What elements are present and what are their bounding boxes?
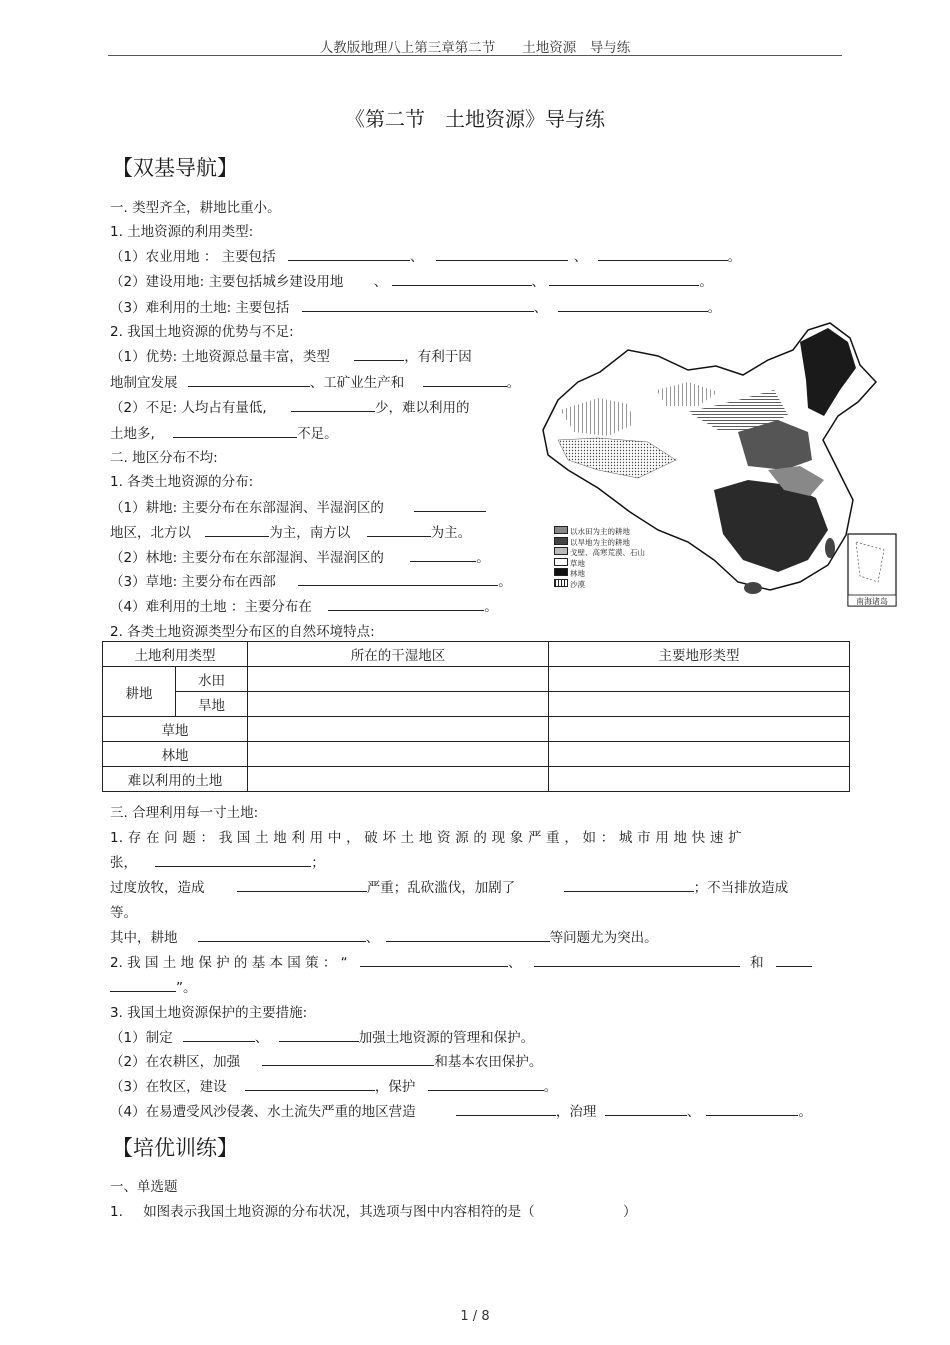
m4-line <box>110 1100 812 1120</box>
legend-item: 以旱地为主的耕地 <box>554 537 645 548</box>
table-row <box>103 717 850 742</box>
question-text: 如图表示我国土地资源的分布状况，其选项与图中内容相符的是（ <box>143 1204 535 1220</box>
blank[interactable] <box>386 927 550 942</box>
text: ；不当排放造成 <box>693 880 789 896</box>
text: 严重；乱砍滥伐，加剧了 <box>366 880 516 896</box>
q2b-text2: 少，难以利用的 <box>375 400 470 416</box>
q3d-line <box>110 595 498 615</box>
s3-line4: 等。 <box>110 905 137 921</box>
punct: 、 <box>254 1030 269 1046</box>
page-title: 《第二节 土地资源》导与练 <box>345 107 605 131</box>
q3b-text: （2）林地: 主要分布在东部湿润、半湿润区的 <box>110 550 384 566</box>
q2: 2. 我国土地资源的优势与不足: <box>110 324 294 340</box>
q2b-line2 <box>110 422 338 442</box>
answer-cell[interactable] <box>549 667 850 692</box>
q1b-line <box>110 270 713 290</box>
blank[interactable] <box>436 246 568 261</box>
q4: 2. 各类土地资源类型分布区的自然环境特点: <box>110 624 375 640</box>
q3a-text3: 为主，南方以 <box>269 525 351 541</box>
table-header: 所在的干湿地区 <box>248 642 549 667</box>
blank[interactable] <box>456 1101 556 1116</box>
q2a-text3: 地制宜发展 <box>110 375 178 391</box>
header-rule <box>108 55 842 56</box>
punct: 。 <box>699 274 713 290</box>
blank[interactable] <box>205 522 269 537</box>
punct: 。 <box>506 375 521 391</box>
q2a-text2: ，有利于因 <box>404 349 472 365</box>
q3d-text: （4）难利用的土地 ：主要分布在 <box>110 599 312 615</box>
table-cell: 难以利用的土地 <box>103 767 248 792</box>
m3-line <box>110 1075 557 1095</box>
blank[interactable] <box>298 571 498 586</box>
blank[interactable] <box>328 596 484 611</box>
blank[interactable] <box>354 346 404 361</box>
q3b-line <box>110 546 490 566</box>
legend-item: 戈壁、高寒荒漠、石山 <box>554 547 645 558</box>
blank[interactable] <box>534 952 740 967</box>
q1: 1. 土地资源的利用类型: <box>110 224 254 240</box>
heading-3: 三. 合理利用每一寸土地: <box>110 805 259 821</box>
blank[interactable] <box>188 372 310 387</box>
blank[interactable] <box>549 271 699 286</box>
blank[interactable] <box>288 246 410 261</box>
blank[interactable] <box>410 547 476 562</box>
text: （1）制定 <box>110 1030 173 1046</box>
punct: 、 <box>573 249 588 265</box>
q1a-line <box>110 245 741 265</box>
text: ； <box>311 855 325 871</box>
answer-cell[interactable] <box>248 767 549 792</box>
q2b-text: （2）不足: 人均占有量低, <box>110 400 267 416</box>
q2b-text4: 不足。 <box>297 426 338 442</box>
land-type-table <box>102 641 850 792</box>
punct: 。 <box>498 574 512 590</box>
q2b-line <box>110 396 470 416</box>
legend-item: 林地 <box>554 568 645 579</box>
q1c-line <box>110 296 721 316</box>
q3a-text: （1）耕地: 主要分布在东部湿润、半湿润区的 <box>110 500 384 516</box>
text: ，保护 <box>374 1079 416 1095</box>
question-number: 1. <box>110 1204 123 1220</box>
text: ”。 <box>176 980 197 996</box>
text: 其中，耕地 <box>110 930 178 946</box>
legend-item: 沙漠 <box>554 579 645 590</box>
blank[interactable] <box>279 1027 359 1042</box>
text: ，治理 <box>555 1104 597 1120</box>
heading-1: 一. 类型齐全，耕地比重小。 <box>110 200 281 216</box>
text: （4）在易遭受风沙侵袭、水土流失严重的地区营造 <box>110 1104 416 1120</box>
blank[interactable] <box>110 977 176 992</box>
text: 张， <box>110 855 137 871</box>
blank[interactable] <box>183 1027 255 1042</box>
blank[interactable] <box>428 1076 544 1091</box>
text: 和 <box>750 955 764 971</box>
punct: 。 <box>476 550 490 566</box>
table-header: 主要地形类型 <box>549 642 850 667</box>
q3a-line2 <box>110 521 471 541</box>
blank[interactable] <box>198 927 366 942</box>
q3: 1. 各类土地资源的分布: <box>110 474 254 490</box>
q2a-line <box>110 345 472 365</box>
text: （2）在农耕区，加强 <box>110 1054 241 1070</box>
m2-line <box>110 1050 542 1070</box>
s3-line2 <box>110 851 325 871</box>
running-header: 人教版地理八上第三章第二节 土地资源 导与练 <box>319 40 631 56</box>
table-row <box>103 767 850 792</box>
punct: 、 <box>365 930 380 946</box>
s3-line5 <box>110 926 658 946</box>
blank[interactable] <box>173 423 297 438</box>
blank[interactable] <box>245 1076 375 1091</box>
s3-line8: 3. 我国土地资源保护的主要措施: <box>110 1005 308 1021</box>
punct: 、 <box>409 249 424 265</box>
page-number: 1 / 8 <box>460 1309 490 1324</box>
q2b-text3: 土地多, <box>110 426 155 442</box>
section-heading-basics: 【双基导航】 <box>112 156 238 180</box>
answer-cell[interactable] <box>549 717 850 742</box>
text: ） <box>622 1204 637 1220</box>
blank[interactable] <box>291 397 375 412</box>
q2a-text4: 、工矿业生产和 <box>309 375 405 391</box>
q1a-text: （1）农业用地 ： 主要包括 <box>110 249 276 265</box>
answer-cell[interactable] <box>248 742 549 767</box>
m1-line <box>110 1026 534 1046</box>
q3c-line <box>110 570 512 590</box>
s3-line6 <box>110 951 812 971</box>
q3c-text: （3）草地: 主要分布在西部 <box>110 574 276 590</box>
punct: 、 <box>686 1104 701 1120</box>
blank[interactable] <box>706 1101 798 1116</box>
blank[interactable] <box>776 952 812 967</box>
blank[interactable] <box>155 852 311 867</box>
table-row <box>103 667 850 692</box>
blank[interactable] <box>598 246 728 261</box>
table-cell: 耕地 <box>103 667 176 717</box>
punct: 。 <box>543 1079 558 1095</box>
punct: 。 <box>727 249 742 265</box>
answer-cell[interactable] <box>248 717 549 742</box>
punct: 。 <box>707 300 722 316</box>
q2a-line2 <box>110 371 520 391</box>
table-header-row <box>103 642 850 667</box>
q2a-text: （1）优势: 土地资源总量丰富，类型 <box>110 349 330 365</box>
answer-cell[interactable] <box>549 767 850 792</box>
map-legend <box>554 526 645 590</box>
answer-cell[interactable] <box>549 742 850 767</box>
punct: 。 <box>798 1104 812 1120</box>
blank[interactable] <box>360 952 508 967</box>
blank[interactable] <box>302 297 534 312</box>
text: 和基本农田保护。 <box>434 1054 543 1070</box>
blank[interactable] <box>423 372 507 387</box>
punct: 、 <box>533 300 548 316</box>
q3a-text4: 为主。 <box>430 525 472 541</box>
table-cell: 旱地 <box>176 692 248 717</box>
table-cell: 水田 <box>176 667 248 692</box>
answer-cell[interactable] <box>549 692 850 717</box>
table-row <box>103 692 850 717</box>
legend-item: 以水田为主的耕地 <box>554 526 645 537</box>
land-resource-map <box>538 320 900 610</box>
text: 过度放牧，造成 <box>110 880 205 896</box>
blank[interactable] <box>392 271 532 286</box>
table-cell: 林地 <box>103 742 248 767</box>
heading-2: 二. 地区分布不均: <box>110 450 218 466</box>
q3a-text2: 地区，北方以 <box>110 525 191 541</box>
punct: 、 <box>373 274 388 290</box>
blank[interactable] <box>564 877 694 892</box>
answer-cell[interactable] <box>248 667 549 692</box>
punct: 。 <box>484 599 498 615</box>
answer-cell[interactable] <box>248 692 549 717</box>
text: 等问题尤为突出。 <box>549 930 658 946</box>
blank[interactable] <box>605 1101 687 1116</box>
s3-line3 <box>110 876 788 896</box>
blank[interactable] <box>367 522 431 537</box>
text: （3）在牧区，建设 <box>110 1079 227 1095</box>
legend-item: 草地 <box>554 558 645 569</box>
s3-line7 <box>110 976 197 996</box>
q3a-line <box>110 496 486 516</box>
mc-question-1 <box>110 1200 636 1220</box>
inset-label: 南海诸岛 <box>856 597 888 606</box>
blank[interactable] <box>558 297 708 312</box>
q1c-text: （3）难利用的土地: 主要包括 <box>110 300 290 316</box>
punct: 、 <box>507 955 522 971</box>
blank[interactable] <box>262 1051 434 1066</box>
table-header: 土地利用类型 <box>103 642 248 667</box>
blank[interactable] <box>237 877 367 892</box>
punct: 、 <box>531 274 546 290</box>
s3-line1: 1. 存 在 问 题 ： 我 国 土 地 利 用 中 ， 破 坏 土 地 资 源 的 现 象 严 重 ， 如 ： 城 市 用 地 快 速 扩 <box>110 830 742 846</box>
table-cell: 草地 <box>103 717 248 742</box>
q1b-text: （2）建设用地: 主要包括城乡建设用地 <box>110 274 344 290</box>
table-row <box>103 742 850 767</box>
mc-heading: 一、单选题 <box>110 1179 178 1195</box>
blank[interactable] <box>414 497 486 512</box>
text: 加强土地资源的管理和保护。 <box>358 1030 535 1046</box>
text: 2. 我 国 土 地 保 护 的 基 本 国 策 ： “ <box>110 955 348 971</box>
section-heading-practice: 【培优训练】 <box>112 1136 238 1160</box>
